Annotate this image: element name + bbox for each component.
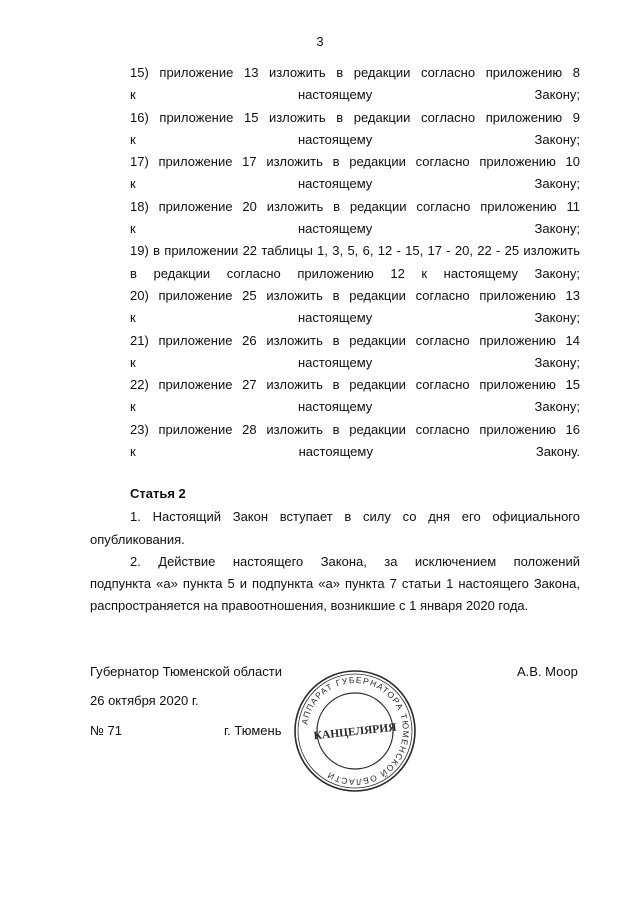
article-paragraph-1-continuation: опубликования. [90, 531, 185, 547]
list-item [90, 285, 580, 330]
list-item-line: 21) приложение 26 изложить в редакции согласно приложению 14 [130, 332, 580, 348]
list-item-line: 20) приложение 25 изложить в редакции согласно приложению 13 [130, 287, 580, 303]
list-item [90, 62, 580, 107]
list-item-line: 22) приложение 27 изложить в редакции согласно приложению 15 [130, 377, 580, 393]
list-item [90, 196, 580, 241]
list-item-line: 18) приложение 20 изложить в редакции согласно приложению 11 [130, 198, 580, 214]
governor-name: А.В. Моор [517, 664, 578, 679]
article-title: Статья 2 [130, 486, 186, 501]
signing-city: г. Тюмень [224, 723, 282, 738]
list-item-line: 15) приложение 13 изложить в редакции согласно приложению 8 [130, 65, 580, 80]
list-item-continuation: к настоящему Закону. [130, 444, 580, 460]
amendment-list [90, 62, 580, 463]
list-item-continuation: к настоящему Закону; [130, 310, 580, 326]
list-item [90, 240, 580, 285]
signing-date: 26 октября 2020 г. [90, 693, 199, 708]
list-item-line: 19) в приложении 22 таблицы 1, 3, 5, 6, 12 - 15, 17 - 20, 22 - 25 изложить [130, 243, 580, 259]
seal-ring-text: АППАРАТ ГУБЕРНАТОРА ТЮМЕНСКОЙ ОБЛАСТИ [299, 674, 412, 788]
list-item-continuation: к настоящему Закону; [130, 354, 580, 370]
list-item-continuation: к настоящему Закону; [130, 176, 580, 192]
list-item [90, 330, 580, 375]
article-paragraph-2-continuation: подпункта «а» пункта 5 и подпункта «а» пункта 7 статьи 1 настоящего Закона, [90, 576, 580, 592]
article-2 [90, 483, 580, 618]
article-paragraph-2-end: распространяется на правоотношения, возникшие с 1 января 2020 года. [90, 598, 529, 614]
article-paragraph-2: 2. Действие настоящего Закона, за исключением положений [130, 553, 580, 569]
list-item-continuation: к настоящему Закону; [130, 399, 580, 415]
list-item-line: 17) приложение 17 изложить в редакции согласно приложению 10 [130, 154, 580, 170]
seal-center-text: КАНЦЕЛЯРИЯ [313, 721, 398, 743]
list-item [90, 419, 580, 464]
law-number: № 71 [90, 723, 123, 738]
list-item-line: 16) приложение 15 изложить в редакции согласно приложению 9 [130, 109, 580, 125]
list-item [90, 107, 580, 152]
official-seal [292, 668, 418, 794]
article-paragraph-1: 1. Настоящий Закон вступает в силу со дня его официального [130, 509, 580, 525]
list-item-continuation: к настоящему Закону; [130, 221, 580, 237]
list-item [90, 374, 580, 419]
list-item-line: 23) приложение 28 изложить в редакции согласно приложению 16 [130, 421, 580, 437]
page-number: 3 [316, 34, 324, 49]
list-item-continuation: в редакции согласно приложению 12 к настоящему Закону; [130, 265, 580, 281]
list-item [90, 151, 580, 196]
list-item-continuation: к настоящему Закону; [130, 87, 580, 103]
list-item-continuation: к настоящему Закону; [130, 131, 580, 147]
governor-title: Губернатор Тюменской области [90, 664, 282, 679]
